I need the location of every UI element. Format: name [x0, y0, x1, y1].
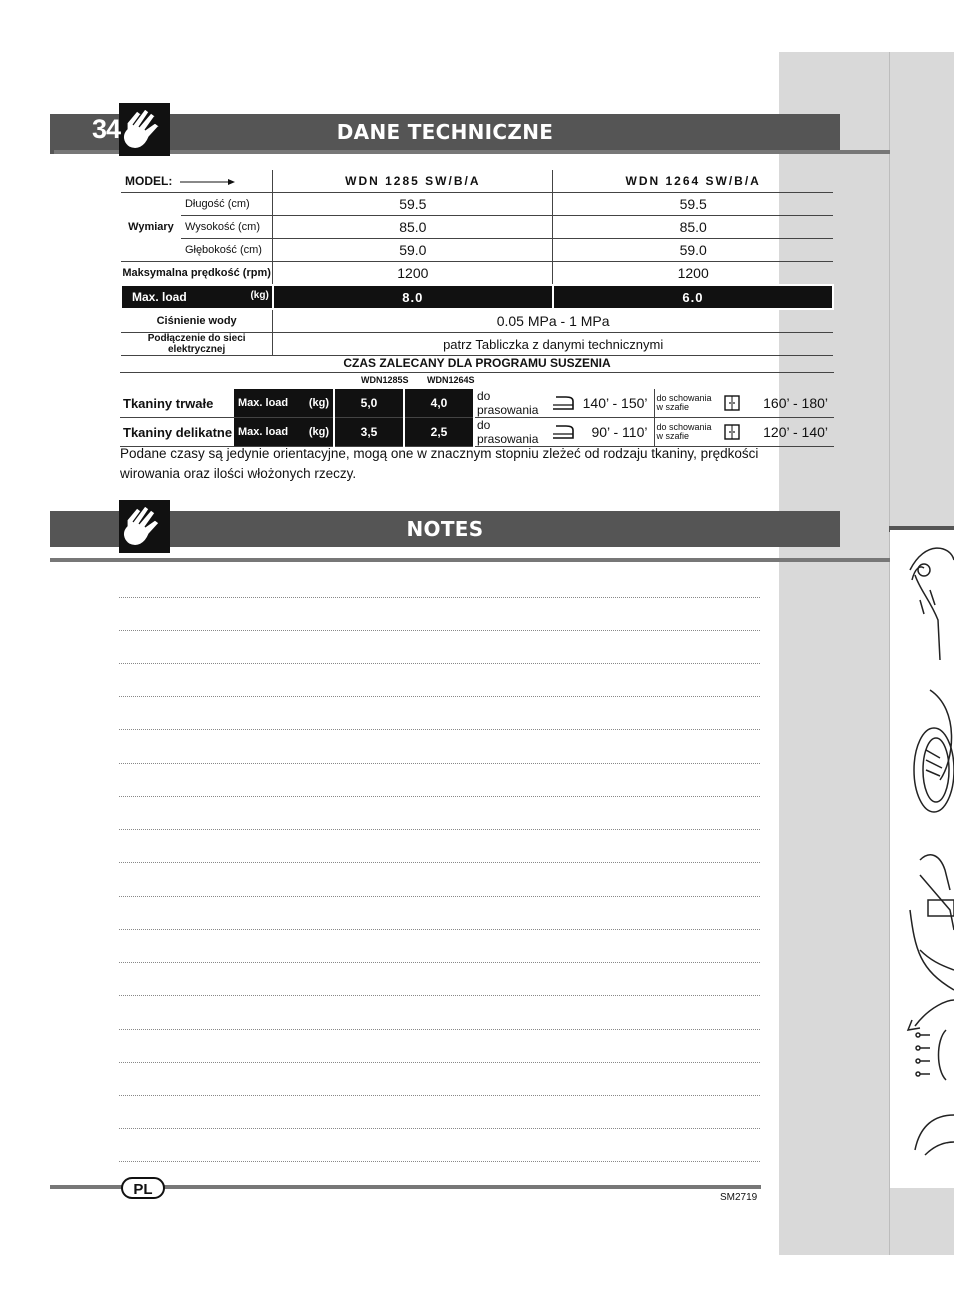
wardrobe-icon	[724, 424, 740, 440]
model-label: MODEL:	[125, 174, 173, 188]
max-load-model-1: 8.0	[273, 285, 553, 309]
dimension-row-height	[121, 216, 833, 239]
power-value: patrz Tabliczka z danymi technicznymi	[273, 333, 833, 356]
delicate-load-model-1: 3,5	[334, 418, 404, 447]
note-line	[119, 995, 760, 996]
delicate-load-label: Max. load	[234, 418, 304, 447]
fabric-delicate: Tkaniny delikatne	[120, 418, 234, 447]
hand-icon-box	[119, 103, 170, 156]
side-illustrations	[890, 530, 954, 1188]
note-line	[119, 829, 760, 830]
max-speed-label: Maksymalna prędkość (rpm)	[121, 262, 273, 286]
drying-table	[120, 389, 834, 447]
appliance-illustration-icon	[890, 530, 954, 1188]
note-line	[119, 962, 760, 963]
drying-disclaimer: Podane czasy są jedynie orientacyjne, mogą one w znacznym stopniu zleżeć od rodzaju tkaniny, prędkości wirowania oraz ilości włożonych rzeczy.	[120, 446, 759, 481]
language-badge: PL	[121, 1177, 165, 1199]
note-line	[119, 1095, 760, 1096]
durable-iron-label: do prasowania	[474, 389, 550, 418]
drying-model-1-label: WDN1285S	[361, 375, 409, 385]
delicate-store-label-1: do schowania	[656, 422, 712, 432]
drying-row-durable	[120, 389, 834, 418]
delicate-load-unit: (kg)	[304, 418, 334, 447]
max-load-unit: (kg)	[250, 290, 269, 301]
note-line	[119, 729, 760, 730]
note-line	[119, 663, 760, 664]
note-line	[119, 597, 760, 598]
page-number: 34	[92, 114, 121, 144]
max-speed-model-1: 1200	[273, 262, 553, 286]
durable-store-time: 160’ - 180’	[763, 395, 828, 411]
power-row	[121, 333, 833, 356]
note-line	[119, 763, 760, 764]
model-2-header: WDN 1264 SW/B/A	[553, 170, 833, 193]
drying-row-delicate	[120, 418, 834, 447]
max-load-label: Max. load	[132, 290, 187, 304]
delicate-store-label-2: w szafie	[656, 431, 690, 441]
note-line	[119, 1062, 760, 1063]
durable-load-model-1: 5,0	[334, 389, 404, 418]
water-pressure-label: Ciśnienie wody	[121, 309, 273, 333]
iron-icon	[552, 424, 574, 440]
document-code: SM2719	[720, 1192, 758, 1203]
model-label-cell	[121, 170, 273, 193]
wardrobe-icon	[724, 395, 740, 411]
durable-load-model-2: 4,0	[404, 389, 474, 418]
note-line	[119, 929, 760, 930]
notes-section-title: NOTES	[406, 517, 484, 541]
max-speed-model-2: 1200	[553, 262, 833, 286]
note-line	[119, 630, 760, 631]
height-model-1: 85.0	[273, 216, 553, 239]
delicate-iron-cell	[550, 418, 654, 447]
durable-iron-time: 140’ - 150’	[582, 395, 648, 411]
note-line	[119, 1161, 760, 1162]
delicate-iron-time: 90’ - 110’	[591, 424, 648, 440]
delicate-store-label-cell	[654, 418, 722, 447]
depth-model-1: 59.0	[273, 239, 553, 262]
drying-model-2-label: WDN1264S	[427, 375, 475, 385]
drying-title: CZAS ZALECANY DLA PROGRAMU SUSZENIA	[120, 354, 834, 373]
water-pressure-row	[121, 309, 833, 333]
delicate-iron-label: do prasowania	[474, 418, 550, 447]
note-line	[119, 896, 760, 897]
durable-store-label-cell	[654, 389, 722, 418]
hand-icon	[119, 103, 170, 156]
spec-header-row	[121, 170, 833, 193]
dimension-label-depth: Głębokość (cm)	[181, 239, 273, 262]
technical-section-title: DANE TECHNICZNE	[336, 120, 554, 144]
spec-table	[120, 170, 834, 356]
max-load-label-cell	[121, 285, 273, 309]
height-model-2: 85.0	[553, 216, 833, 239]
length-model-1: 59.5	[273, 193, 553, 216]
delicate-load-model-2: 2,5	[404, 418, 474, 447]
durable-store-cell	[722, 389, 834, 418]
iron-icon	[552, 395, 574, 411]
arrow-right-icon	[180, 178, 236, 186]
dimension-row-length	[121, 193, 833, 216]
length-model-2: 59.5	[553, 193, 833, 216]
max-load-row	[121, 285, 833, 309]
max-load-model-2: 6.0	[553, 285, 833, 309]
delicate-store-cell	[722, 418, 834, 447]
dimensions-label: Wymiary	[128, 221, 174, 233]
depth-model-2: 59.0	[553, 239, 833, 262]
note-line	[119, 696, 760, 697]
notes-rule	[50, 558, 890, 562]
dimension-label-length: Długość (cm)	[181, 193, 273, 216]
note-line	[119, 796, 760, 797]
hand-icon	[119, 500, 170, 553]
header-rule	[50, 150, 890, 154]
dimension-label-height: Wysokość (cm)	[181, 216, 273, 239]
power-label: Podłączenie do sieci elektrycznej	[121, 333, 273, 356]
durable-load-unit: (kg)	[304, 389, 334, 418]
durable-load-label: Max. load	[234, 389, 304, 418]
durable-store-label-1: do schowania	[656, 393, 712, 403]
max-speed-row	[121, 262, 833, 286]
durable-iron-cell	[550, 389, 654, 418]
notes-hand-icon-box	[119, 500, 170, 553]
fabric-durable: Tkaniny trwałe	[120, 389, 234, 418]
note-line	[119, 1128, 760, 1129]
model-1-header: WDN 1285 SW/B/A	[273, 170, 553, 193]
note-line	[119, 1029, 760, 1030]
note-line	[119, 862, 760, 863]
delicate-store-time: 120’ - 140’	[763, 424, 828, 440]
dimension-row-depth	[121, 239, 833, 262]
bar-left-edge	[50, 114, 54, 154]
durable-store-label-2: w szafie	[656, 402, 690, 412]
water-pressure-value: 0.05 MPa - 1 MPa	[273, 309, 833, 333]
